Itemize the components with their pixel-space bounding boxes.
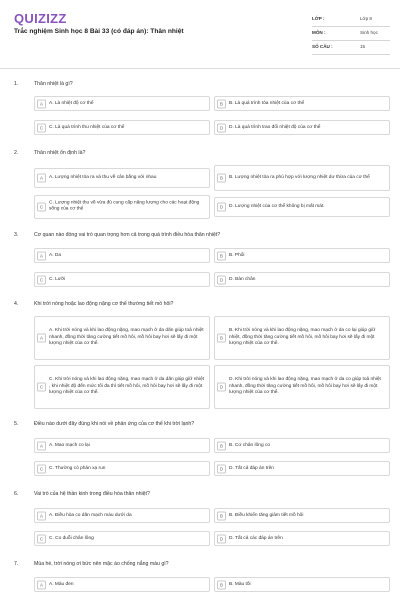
option-c[interactable]	[34, 365, 210, 409]
option-letter: C	[37, 203, 46, 212]
option-text: D. Khi trời nóng và khi lao động nặng, mao mạch ở da co giúp toả nhiệt nhanh, đồng thời tăng cường tiết mồ hôi, mồ hôi bay hơi sẽ lấy đi một lượng nhiệt của cơ thể.	[229, 377, 381, 396]
option-c[interactable]	[34, 120, 210, 135]
option-text: C. Lượng nhiệt thu về vừa đủ cung cấp năng lượng cho các hoạt động sống của cơ thể	[49, 200, 200, 212]
option-letter: D	[217, 534, 226, 543]
option-letter: A	[37, 251, 46, 260]
option-letter: B	[217, 441, 226, 450]
question-number: 2.	[14, 150, 19, 156]
option-a[interactable]	[34, 508, 210, 523]
option-text: A. Màu đen	[49, 581, 74, 587]
option-d[interactable]	[214, 531, 390, 546]
question-number: 1.	[14, 81, 19, 87]
option-letter: D	[217, 383, 226, 392]
option-c[interactable]	[34, 531, 210, 546]
option-d[interactable]	[214, 461, 390, 476]
option-text: A. Da	[49, 252, 61, 258]
option-text: B. Cơ chân lông co	[229, 442, 271, 448]
question-number: 5.	[14, 421, 19, 427]
question-text: Thân nhiệt ổn định là?	[34, 150, 86, 156]
question-text: Khi trời nóng hoặc lao động nặng cơ thể thường tiết mồ hôi?	[34, 301, 174, 307]
option-a[interactable]	[34, 438, 210, 453]
option-b[interactable]	[214, 438, 390, 453]
meta-row-subject	[312, 27, 390, 41]
option-letter: C	[37, 464, 46, 473]
meta-row-class	[312, 13, 390, 27]
option-letter: D	[217, 464, 226, 473]
header-divider	[0, 68, 400, 69]
option-letter: C	[37, 123, 46, 132]
option-letter: B	[217, 99, 226, 108]
question-text: Mùa hè, trời nóng ơi bức nên mặc áo chống nắng màu gì?	[34, 561, 169, 567]
option-text: C. Là quá trình thu nhiệt của cơ thể	[49, 124, 125, 130]
option-letter: B	[217, 251, 226, 260]
option-a[interactable]	[34, 96, 210, 111]
option-text: B. Màu tối	[229, 581, 251, 587]
option-text: A. Khi trời nóng và khi lao động nặng, mao mạch ở da dãn giúp toả nhiệt nhanh, đồng thời tăng cường tiết mồ hôi, mồ hôi bay hơi sẽ lấy đi một lượng nhiệt của cơ thể.	[49, 328, 204, 347]
meta-row-count	[312, 41, 390, 55]
meta-key: SỐ CÂU :	[312, 44, 333, 49]
option-text: D. Tất cả đáp án trên	[229, 465, 274, 471]
option-c[interactable]	[34, 272, 210, 287]
option-letter: B	[217, 580, 226, 589]
question-number: 7.	[14, 561, 19, 567]
option-b[interactable]	[214, 577, 390, 592]
option-b[interactable]	[214, 508, 390, 523]
option-text: C. Lưỡi	[49, 276, 66, 282]
option-letter: D	[217, 203, 226, 212]
meta-value: Lớp 8	[360, 16, 372, 21]
option-d[interactable]	[214, 120, 390, 135]
option-letter: B	[217, 334, 226, 343]
option-a[interactable]	[34, 168, 210, 188]
option-text: B. Phổi	[229, 252, 245, 258]
option-letter: B	[217, 174, 226, 183]
worksheet-header	[0, 0, 400, 68]
question-number: 3.	[14, 232, 19, 238]
option-text: C. Thường có phản xạ run	[49, 465, 106, 471]
meta-value: Sinh học	[360, 30, 378, 35]
option-text: C. Co duỗi chân lông	[49, 535, 94, 541]
option-text: D. Lượng nhiệt của cơ thể không bị mất mát.	[229, 203, 325, 209]
option-text: D. Là quá trình trao đổi nhiệt độ của cơ thể	[229, 124, 321, 130]
question-number: 4.	[14, 301, 19, 307]
option-letter: A	[37, 334, 46, 343]
option-letter: A	[37, 580, 46, 589]
option-text: B. Là quá trình tỏa nhiệt của cơ thể	[229, 100, 305, 106]
question-text: Điều nào dưới đây đúng khi nói về phản ứng của cơ thể khi trời lạnh?	[34, 421, 195, 427]
option-letter: A	[37, 511, 46, 520]
option-b[interactable]	[214, 316, 390, 360]
option-d[interactable]	[214, 272, 390, 287]
meta-value: 15	[360, 44, 366, 49]
option-d[interactable]	[214, 197, 390, 217]
option-text: B. Điều khiển tăng giảm tiết mồ hôi	[229, 512, 304, 518]
meta-key: MÔN :	[312, 30, 326, 35]
option-letter: C	[37, 275, 46, 284]
option-letter: D	[217, 123, 226, 132]
option-letter: D	[217, 275, 226, 284]
option-text: D. Bàn chân	[229, 276, 256, 282]
option-b[interactable]	[214, 165, 390, 191]
question-text: Vai trò của hệ thần kinh trong điều hòa thân nhiệt?	[34, 491, 150, 497]
question-text: Cơ quan nào đóng vai trò quan trọng hơn cả trong quá trình điều hòa thân nhiệt?	[34, 232, 221, 238]
option-text: B. Lượng nhiệt tỏa ra phù hợp với lượng nhiệt dư thừa của cơ thể	[229, 174, 370, 180]
option-d[interactable]	[214, 365, 390, 409]
option-text: D. Tất cả các đáp án trên	[229, 535, 283, 541]
option-a[interactable]	[34, 577, 210, 592]
meta-key: LỚP :	[312, 16, 325, 21]
option-text: A. Lượng nhiệt tỏa ra và thu về cân bằng với nhau	[49, 174, 157, 180]
option-text: A. Điều hòa co dãn mạch máu dưới da	[49, 512, 132, 518]
option-letter: C	[37, 383, 46, 392]
quiz-title: Trắc nghiệm Sinh học 8 Bài 33 (có đáp án): Thân nhiệt	[14, 28, 184, 35]
option-c[interactable]	[34, 195, 210, 219]
quiz-meta	[312, 13, 390, 55]
option-letter: B	[217, 511, 226, 520]
option-text: A. Là nhiệt độ cơ thể	[49, 100, 94, 106]
option-letter: A	[37, 174, 46, 183]
option-text: A. Mao mạch co lại	[49, 442, 90, 448]
option-letter: A	[37, 441, 46, 450]
option-b[interactable]	[214, 248, 390, 263]
option-b[interactable]	[214, 96, 390, 111]
option-c[interactable]	[34, 461, 210, 476]
option-text: B. Khi trời nóng và khi lao động nặng, mao mạch ở da co lại giúp giữ nhiệt, đồng thời tăng cường tiết mồ hôi, mồ hôi bay hơi sẽ lấy đi một lượng nhiệt của cơ thể.	[229, 328, 376, 347]
option-a[interactable]	[34, 316, 210, 360]
question-number: 6.	[14, 491, 19, 497]
option-text: C. Khi trời nóng và khi lao động nặng, mao mạch ở da dãn giúp giữ nhiệt , khi nhiệt độ đến mức tối đa thì tiết mồ hôi, mồ hôi bay hơi sẽ lấy đi một lượng nhiệt của cơ thể.	[49, 377, 205, 396]
option-a[interactable]	[34, 248, 210, 263]
option-letter: C	[37, 534, 46, 543]
quizizz-logo: QUIZIZZ	[14, 11, 67, 26]
option-letter: A	[37, 99, 46, 108]
question-text: Thân nhiệt là gì?	[34, 81, 73, 87]
